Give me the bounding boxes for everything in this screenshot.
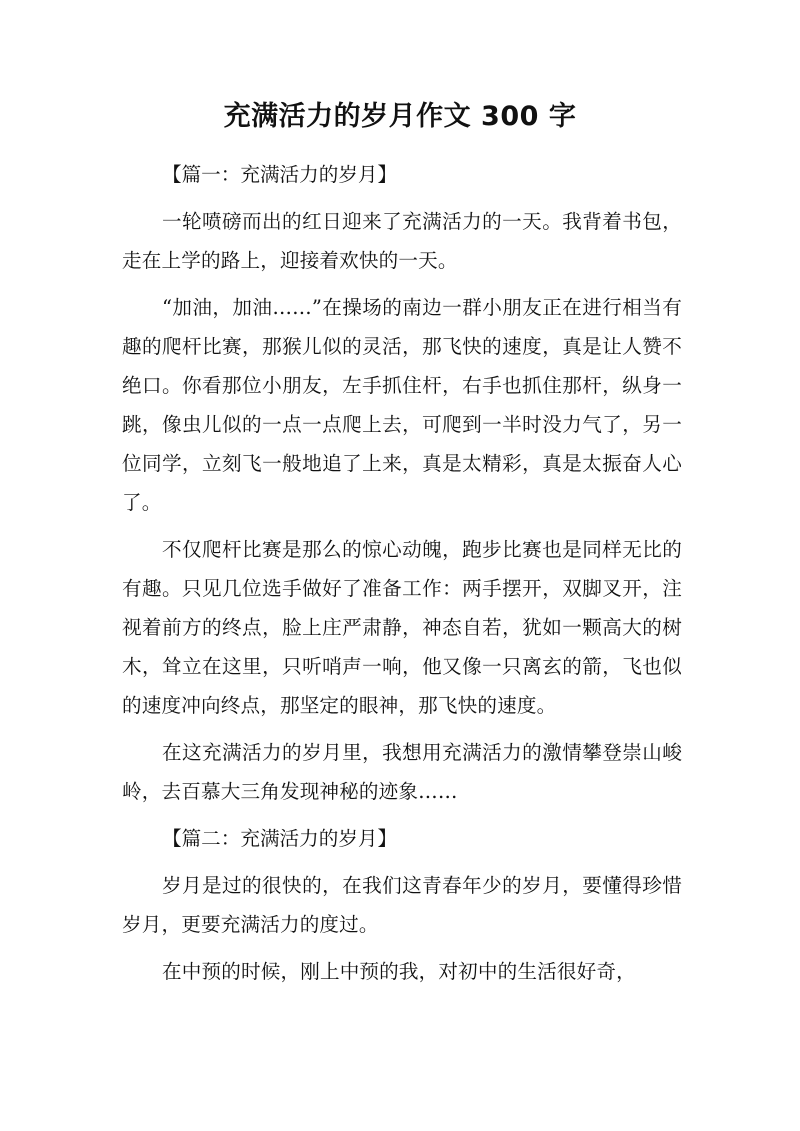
document-title: 充满活力的岁月作文 300 字: [223, 101, 577, 132]
paragraph-2: “加油，加油……”在操场的南边一群小朋友正在进行相当有趣的爬杆比赛，那猴儿似的灵活，那飞快的速度，真是让人赞不绝口。你看那位小朋友，左手抓住杆，右手也抓住那杆，纵身一跳，像虫儿似的一点一点爬上去，可爬到一半时没力气了，另一位同学，立刻飞一般地追了上来，真是太精彩，真是太振奋人心了。: [122, 296, 682, 514]
paragraph-6: 在中预的时候，刚上中预的我，对初中的生活很好奇，: [162, 960, 636, 983]
section-heading-2: 【篇二：充满活力的岁月】: [162, 827, 398, 850]
section-heading-1: 【篇一：充满活力的岁月】: [162, 163, 398, 186]
paragraph-5: 岁月是过的很快的，在我们这青春年少的岁月，要懂得珍惜岁月，更要充满活力的度过。: [122, 874, 682, 936]
paragraph-1: 一轮喷磅而出的红日迎来了充满活力的一天。我背着书包，走在上学的路上，迎接着欢快的一天。: [122, 210, 682, 272]
document-body: [122, 155, 682, 999]
paragraph-4: 在这充满活力的岁月里，我想用充满活力的激情攀登崇山峻岭，去百慕大三角发现神秘的迹象……: [122, 741, 682, 803]
paragraph-3: 不仅爬杆比赛是那么的惊心动魄，跑步比赛也是同样无比的有趣。只见几位选手做好了准备工作：两手摆开，双脚叉开，注视着前方的终点，脸上庄严肃静，神态自若，犹如一颗高大的树木，耸立在这里，只听哨声一响，他又像一只离玄的箭，飞也似的速度冲向终点，那坚定的眼神，那飞快的速度。: [122, 538, 682, 717]
